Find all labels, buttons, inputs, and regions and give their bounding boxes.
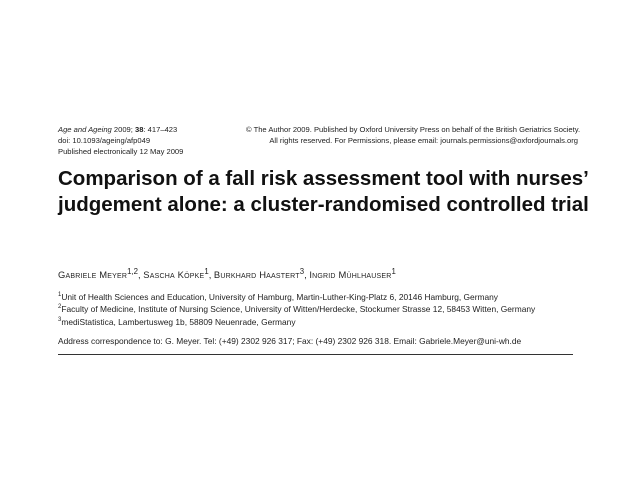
affiliation-mark: 1 — [58, 292, 62, 299]
paper-title: Comparison of a fall risk assessment tool with nurses’ judgement alone: a cluster-randomised controlled trial — [58, 167, 589, 216]
doi-line: doi: 10.1093/ageing/afp049 — [58, 136, 151, 145]
author-affiliation-mark: 1 — [391, 267, 396, 276]
author — [143, 269, 214, 280]
affiliation-mark: 2 — [58, 304, 62, 311]
author-separator: , — [304, 269, 310, 281]
author-name: Ingrid Mühlhauser — [309, 269, 392, 281]
affiliation-list — [58, 291, 598, 328]
author-name: Sascha Köpke — [143, 269, 205, 281]
author-separator: , — [138, 269, 144, 281]
copyright-block — [246, 124, 581, 146]
author — [58, 269, 143, 280]
affiliation-text: Faculty of Medicine, Institute of Nursing Science, University of Witten/Herdecke, Stockumer Strasse 12, 58453 Witten, Germany — [61, 304, 536, 315]
affiliation-text: mediStatistica, Lambertusweg 1b, 58809 Neuenrade, Germany — [61, 316, 296, 327]
author — [309, 269, 396, 280]
citation-year: 2009; — [111, 125, 135, 134]
affiliation-mark: 3 — [58, 316, 62, 323]
author-separator: , — [208, 269, 214, 281]
citation-pages: : 417–423 — [143, 125, 178, 134]
affiliation — [58, 316, 598, 328]
citation-volume: 38 — [135, 125, 144, 134]
author-name: Burkhard Haastert — [213, 269, 300, 281]
affiliation-text: Unit of Health Sciences and Education, University of Hamburg, Martin-Luther-King-Platz 6, 20146 Hamburg, Germany — [61, 292, 498, 302]
affiliation — [58, 291, 598, 303]
copyright-line-2: All rights reserved. For Permissions, please email: journals.permissions@oxfordjournals.org — [269, 136, 578, 145]
citation-block — [58, 124, 233, 157]
author-affiliation-mark: 1,2 — [127, 267, 139, 276]
published-line: Published electronically 12 May 2009 — [58, 147, 184, 156]
author-name: Gabriele Meyer — [58, 269, 128, 281]
header-divider — [58, 354, 573, 355]
citation-line — [58, 124, 233, 135]
affiliation — [58, 303, 598, 315]
correspondence: Address correspondence to: G. Meyer. Tel: (+49) 2302 926 317; Fax: (+49) 2302 926 318. Email: Gabriele.Meyer@uni-wh.de — [58, 336, 522, 346]
author-list — [58, 266, 598, 281]
journal-name: Age and Ageing — [58, 125, 112, 134]
author-affiliation-mark: 3 — [299, 267, 305, 276]
author-affiliation-mark: 1 — [204, 267, 209, 276]
copyright-line-1: © The Author 2009. Published by Oxford University Press on behalf of the British Geriatrics Society. — [246, 125, 581, 134]
author — [214, 269, 309, 280]
